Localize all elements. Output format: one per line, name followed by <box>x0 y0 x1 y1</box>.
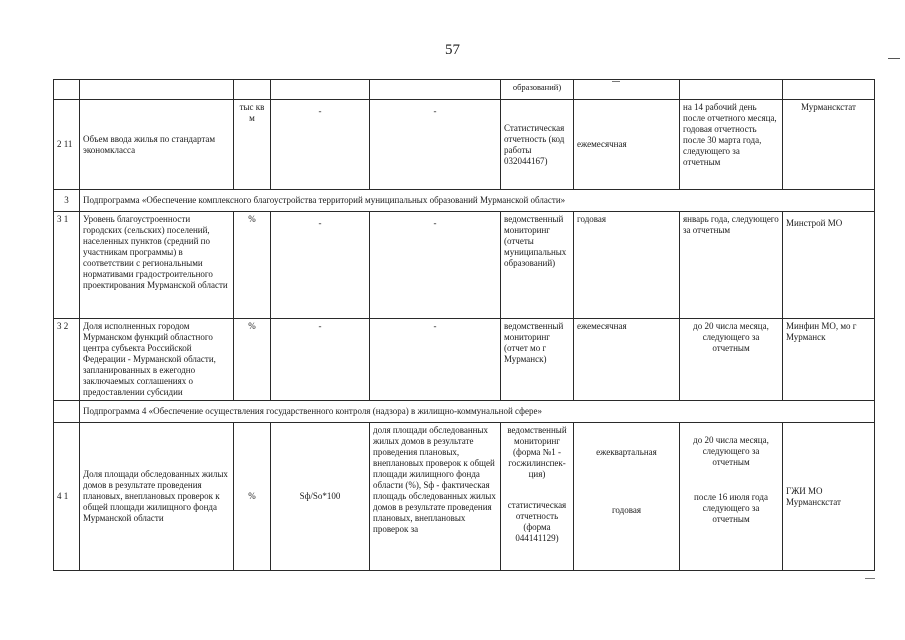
table-row-subprogram-3 <box>54 190 875 212</box>
dash-cell: - <box>271 212 370 319</box>
definition-cell: доля площади обследованных жилых домов в результате проведения плановых, внеплановых проверок к общей площади жилищного фонда области (%), Sф - фактическая площадь обследованных жилых домов в результате проведения плановых, внеплановых проверок за <box>370 423 501 571</box>
table-row-3-2 <box>54 319 875 401</box>
unit-cell: тыс кв м <box>234 100 271 190</box>
source-cell <box>501 423 574 571</box>
row-number: 4 1 <box>54 423 80 571</box>
deadline-cell: январь года, следующего за отчетным <box>680 212 783 319</box>
deadline-cell: до 20 числа месяца, следующего за отчетным <box>680 319 783 401</box>
edge-rule <box>888 58 900 59</box>
table-row-subprogram-4 <box>54 401 875 423</box>
table-row-4-1 <box>54 423 875 571</box>
deadline-cell <box>680 423 783 571</box>
unit-cell: % <box>234 319 271 401</box>
source-secondary: статистическая отчетность (форма 044141129) <box>507 500 567 543</box>
dash-cell: - <box>370 319 501 401</box>
responsible-cell: ГЖИ МО Мурманскстат <box>783 423 875 571</box>
table-row-continuation <box>54 80 875 100</box>
row-number: 3 1 <box>54 212 80 319</box>
source-cell: ведомственный мониторинг (отчет мо г Мурманск) <box>501 319 574 401</box>
indicator-name: Доля площади обследованных жилых домов в результате проведения плановых, внеплановых проверок к общей площади жилищного фонда Мурманской области <box>80 423 234 571</box>
source-cell: Статистическая отчетность (код работы 032044167) <box>501 100 574 190</box>
period-cell: ежемесячная <box>574 319 680 401</box>
table-row-3-1 <box>54 212 875 319</box>
source-primary: ведомственный мониторинг (форма №1 - госжилинспек-ция) <box>507 425 567 479</box>
row-number: 3 <box>54 190 80 212</box>
dash-cell: - <box>370 100 501 190</box>
dash-cell: - <box>370 212 501 319</box>
row-number: 3 2 <box>54 319 80 401</box>
deadline-cell: на 14 рабочий день после отчетного месяца, годовая отчетность после 30 марта года, следующего за отчетным <box>680 100 783 190</box>
scan-mark <box>865 578 875 579</box>
period-primary: ежеквартальная <box>596 447 657 457</box>
unit-cell: % <box>234 423 271 571</box>
responsible-cell: Минфин МО, мо г Мурманск <box>783 319 875 401</box>
period-cell: годовая <box>574 212 680 319</box>
responsible-cell: Мурманскстат <box>783 100 875 190</box>
period-cell: ежемесячная <box>574 100 680 190</box>
row-number: 2 11 <box>54 100 80 190</box>
subprogram-title: Подпрограмма 4 «Обеспечение осуществления государственного контроля (надзора) в жилищно-коммунальной сфере» <box>80 401 875 423</box>
deadline-secondary: после 16 июля года следующего за отчетным <box>694 492 768 524</box>
source-cell: образований) <box>501 80 574 100</box>
responsible-cell: Минстрой МО <box>783 212 875 319</box>
formula-cell: Sф/So*100 <box>271 423 370 571</box>
indicator-name: Объем ввода жилья по стандартам экономкласса <box>80 100 234 190</box>
deadline-primary: до 20 числа месяца, следующего за отчетным <box>693 435 769 467</box>
dash-cell: - <box>271 319 370 401</box>
period-cell <box>574 423 680 571</box>
dash-cell: - <box>271 100 370 190</box>
indicator-name: Доля исполненных городом Мурманском функций областного центра субъекта Российской Федерации - Мурманской области, запланированных в ежегодно заключаемых соглашениях о предоставлении субсидии <box>80 319 234 401</box>
table-row-2-11 <box>54 100 875 190</box>
period-secondary: годовая <box>611 505 642 515</box>
source-cell: ведомственный мониторинг (отчеты муниципальных образований) <box>501 212 574 319</box>
unit-cell: % <box>234 212 271 319</box>
page-number: 57 <box>445 42 460 58</box>
indicator-name: Уровень благоустроенности городских (сельских) поселений, населенных пунктов (средний по участникам программы) в соответствии с региональными нормативами градостроительного проектирования Мурманской области <box>80 212 234 319</box>
indicators-table <box>53 79 875 571</box>
subprogram-title: Подпрограмма «Обеспечение комплексного благоустройства территорий муниципальных образований Мурманской области» <box>80 190 875 212</box>
